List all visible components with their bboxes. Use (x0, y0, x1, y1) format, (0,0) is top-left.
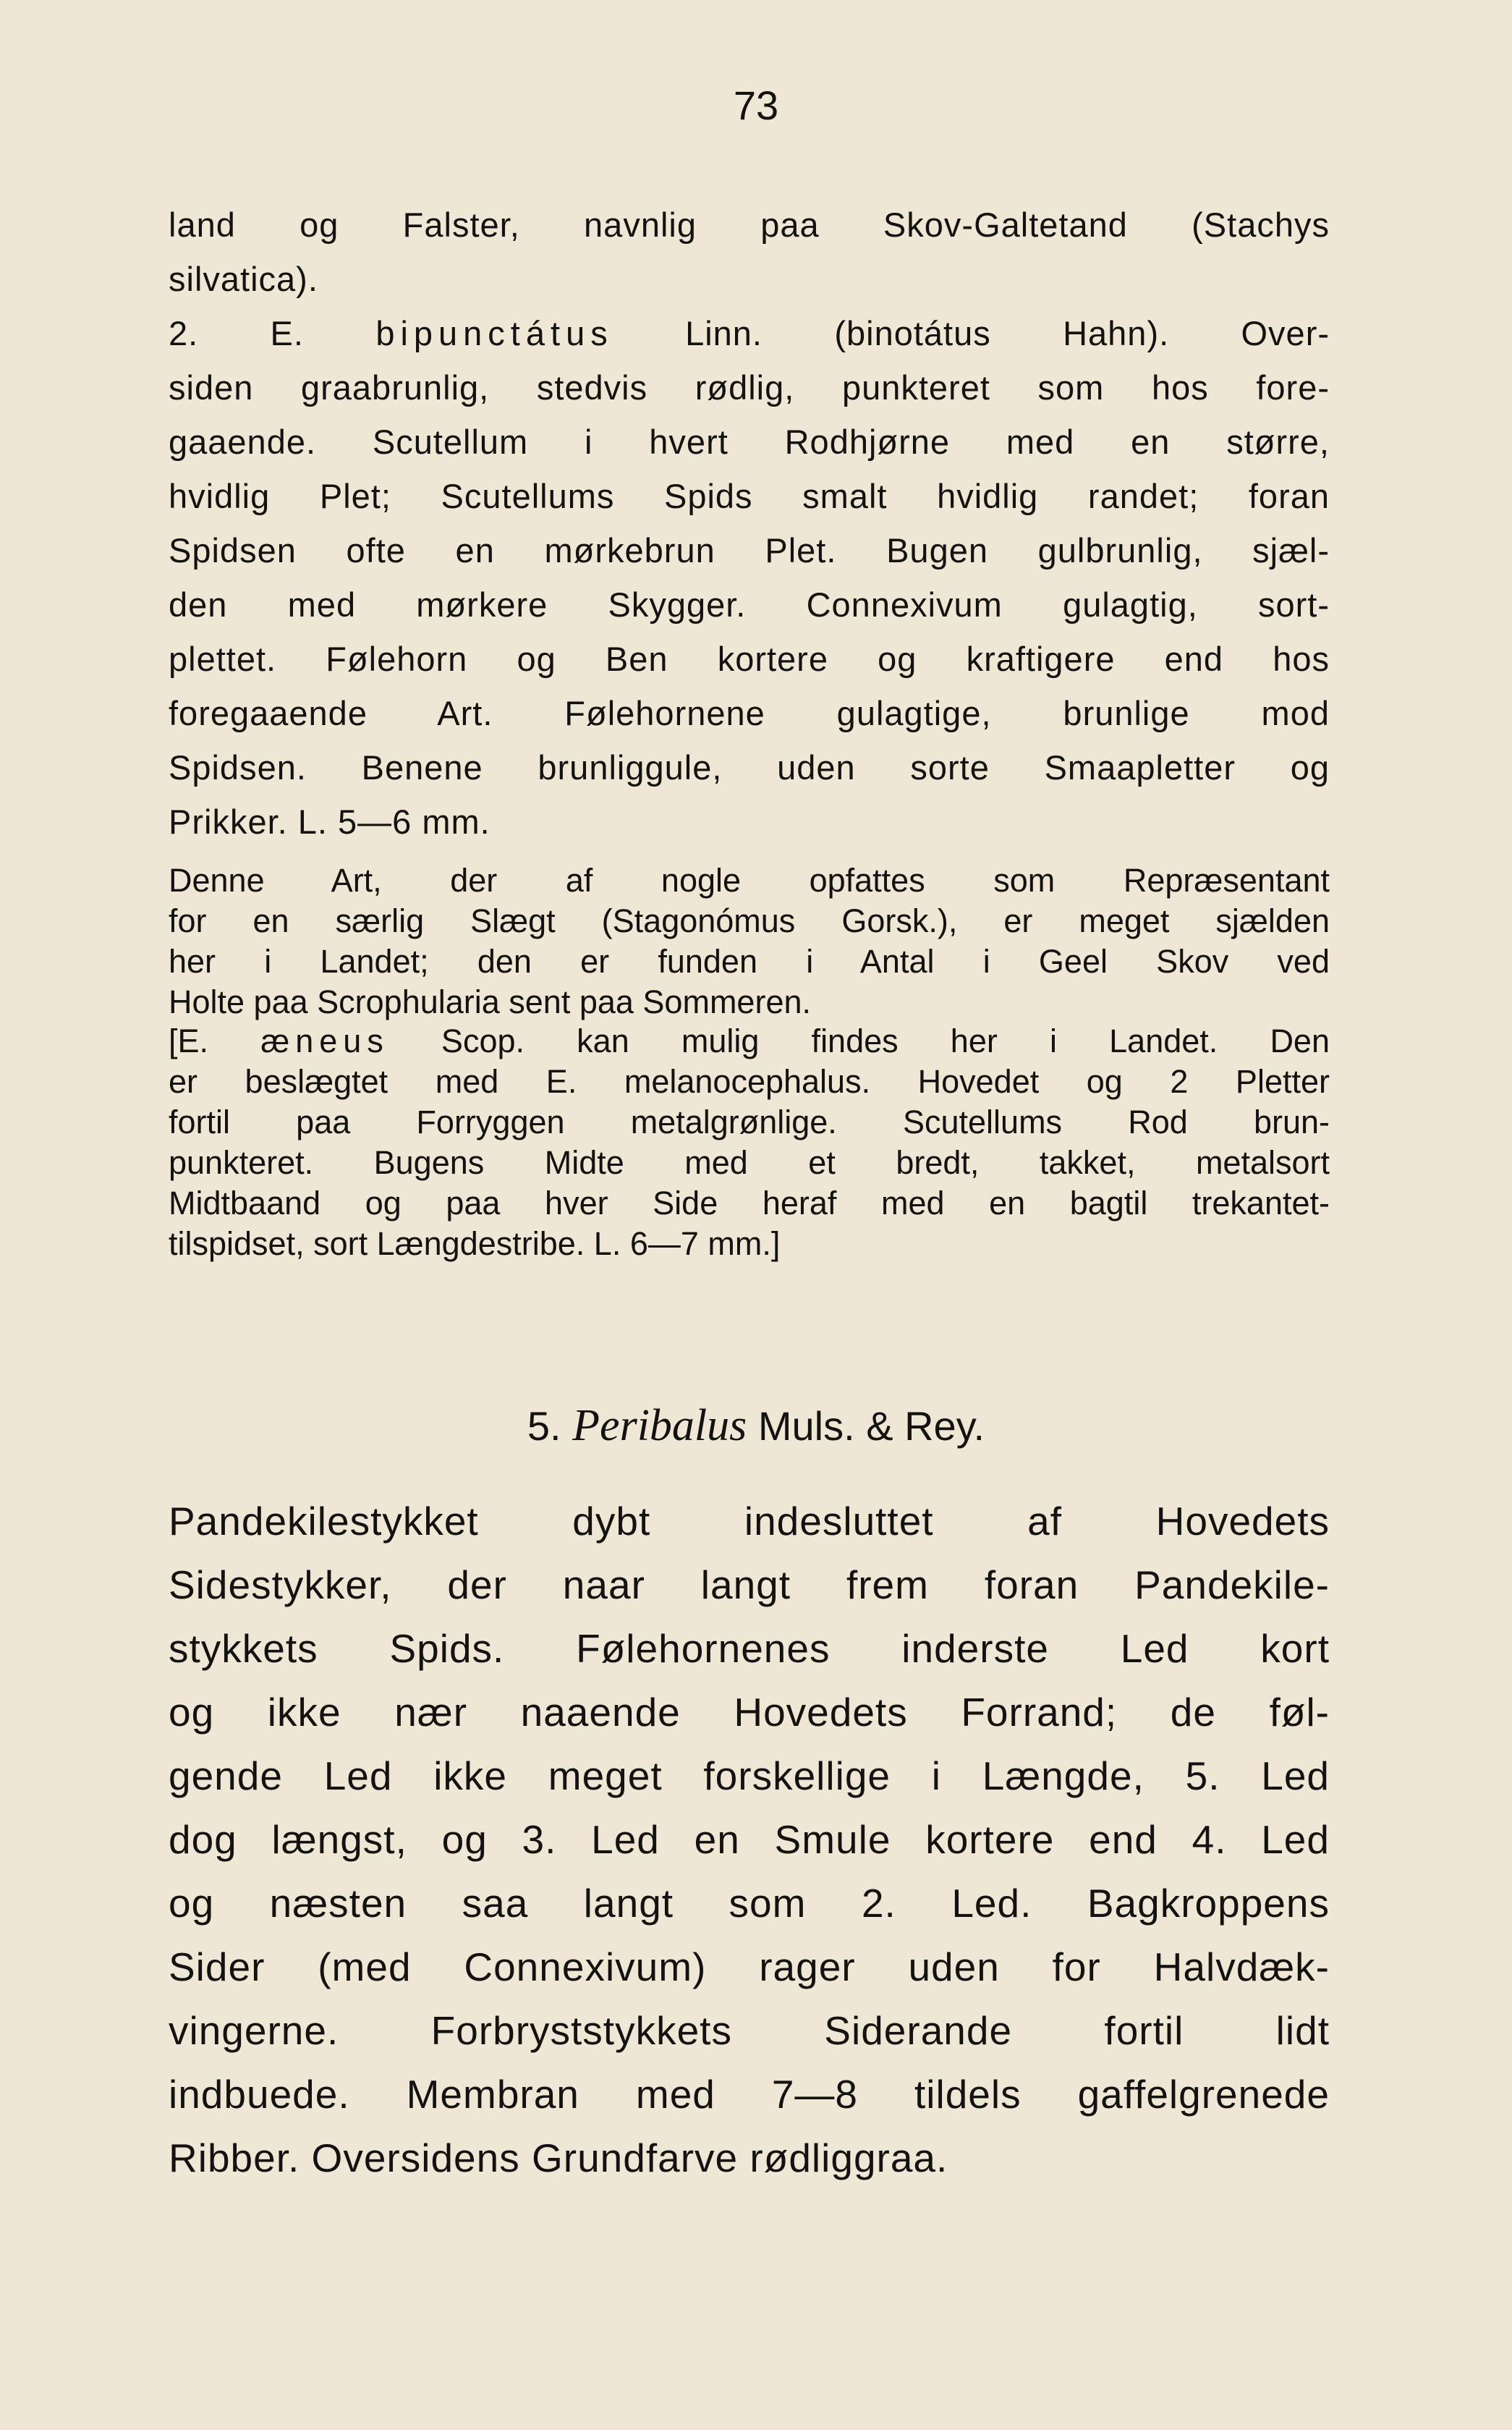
text-line: Denne Art, der af nogle opfattes som Repræsentant (169, 862, 1330, 899)
text-line: indbuede. Membran med 7—8 tildels gaffelgrenede (169, 2072, 1330, 2117)
text-line: gende Led ikke meget forskellige i Længde, 5. Led (169, 1753, 1330, 1798)
text-line: her i Landet; den er funden i Antal i Geel Skov ved (169, 943, 1330, 980)
note-heading-rest: Scop. kan mulig findes her i Landet. Den (388, 1023, 1330, 1059)
text-line: vingerne. Forbryststykkets Siderande fortil lidt (169, 2008, 1330, 2053)
text-line: den med mørkere Skygger. Connexivum gulagtig, sort- (169, 585, 1330, 624)
text-line: plettet. Følehorn og Ben kortere og kraftigere end hos (169, 640, 1330, 678)
text-line: tilspidset, sort Længdestribe. L. 6—7 mm.] (169, 1225, 781, 1262)
species-heading-line (169, 306, 1330, 360)
text-line: Ribber. Oversidens Grundfarve rødliggraa. (169, 2135, 948, 2180)
text-line: punkteret. Bugens Midte med et bredt, takket, metalsort (169, 1144, 1330, 1181)
text-line: Sidestykker, der naar langt frem foran Pandekile- (169, 1562, 1330, 1607)
text-line: Pandekilestykket dybt indesluttet af Hovedets (169, 1499, 1330, 1544)
text-line: land og Falster, navnlig paa Skov-Galtetand (Stachys (169, 206, 1330, 244)
text-line: fortil paa Forryggen metalgrønlige. Scutellums Rod brun- (169, 1104, 1330, 1140)
page-number: 73 (733, 82, 779, 128)
text-line: for en særlig Slægt (Stagonómus Gorsk.), er meget sjælden (169, 902, 1330, 939)
text-line: Spidsen ofte en mørkebrun Plet. Bugen gulbrunlig, sjæl- (169, 531, 1330, 570)
text-line: foregaaende Art. Følehornene gulagtige, brunlige mod (169, 694, 1330, 732)
paragraph-note (169, 860, 1330, 1023)
text-line: Spidsen. Benene brunliggule, uden sorte Smaapletter og (169, 748, 1330, 787)
species-name: æneus (260, 1023, 389, 1059)
text-line: er beslægtet med E. melanocephalus. Hovedet og 2 Pletter (169, 1063, 1330, 1100)
species-authority: Linn. (binotátus Hahn). Over- (613, 314, 1330, 352)
genus-number: 5. (527, 1403, 573, 1449)
text-line: og ikke nær naaende Hovedets Forrand; de føl- (169, 1690, 1330, 1735)
text-line: siden graabrunlig, stedvis rødlig, punkteret som hos fore- (169, 368, 1330, 407)
text-line: og næsten saa langt som 2. Led. Bagkroppens (169, 1881, 1330, 1926)
note-heading-line (169, 1021, 1330, 1062)
paragraph-intro (169, 198, 1330, 306)
genus-heading (0, 1400, 1512, 1452)
paragraph-bracketed-note (169, 1021, 1330, 1264)
species-number: 2. E. (169, 314, 376, 352)
text-line: Midtbaand og paa hver Side heraf med en bagtil trekantet- (169, 1185, 1330, 1222)
species-name: bipunctátus (375, 314, 613, 352)
paragraph-genus-description (169, 1489, 1330, 2190)
genus-name: Peribalus (572, 1401, 747, 1450)
text-line: Holte paa Scrophularia sent paa Sommeren. (169, 983, 812, 1020)
text-line: silvatica). (169, 260, 318, 298)
text-line: Sider (med Connexivum) rager uden for Halvdæk- (169, 1944, 1330, 1989)
text-line: stykkets Spids. Følehornenes inderste Led kort (169, 1626, 1330, 1671)
paragraph-species-description (169, 306, 1330, 849)
genus-authority: Muls. & Rey. (747, 1403, 985, 1449)
text-line: hvidlig Plet; Scutellums Spids smalt hvidlig randet; foran (169, 477, 1330, 515)
text-line: dog længst, og 3. Led en Smule kortere end 4. Led (169, 1817, 1330, 1862)
text-line: Prikker. L. 5—6 mm. (169, 803, 490, 841)
bracket-prefix: [E. (169, 1023, 261, 1059)
text-line: gaaende. Scutellum i hvert Rodhjørne med en større, (169, 423, 1330, 461)
